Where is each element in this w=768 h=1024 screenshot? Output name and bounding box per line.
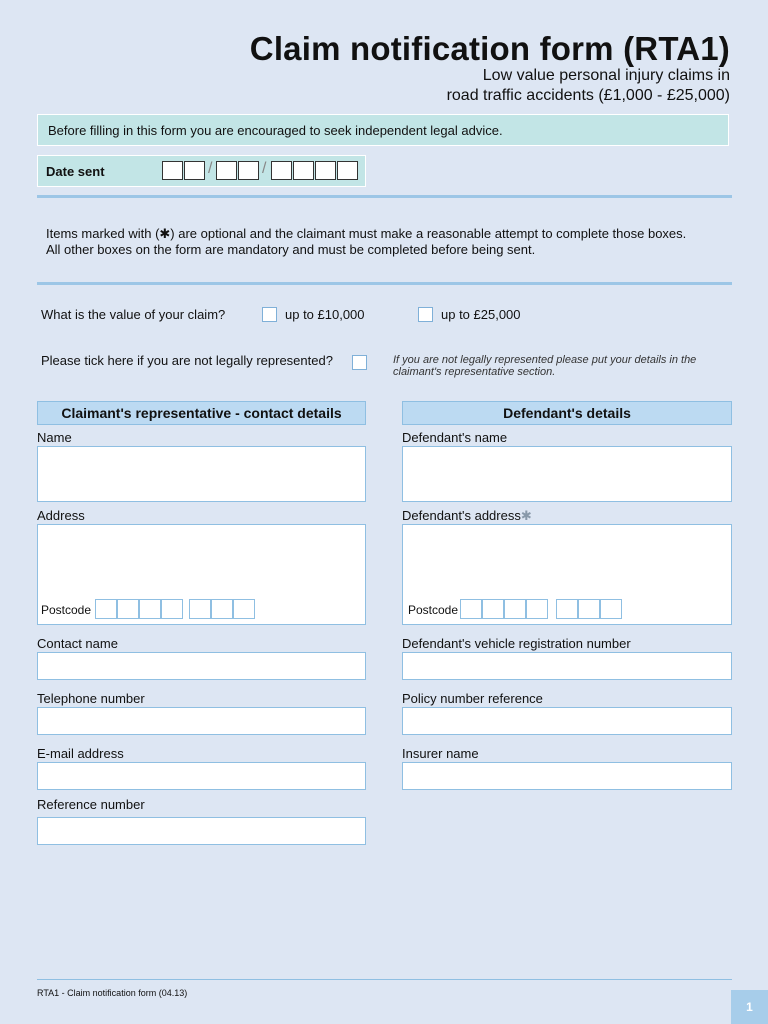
defendant-postcode-label: Postcode (408, 603, 459, 617)
vehicle-reg-label: Defendant's vehicle registration number (402, 636, 631, 651)
not-represented-question: Please tick here if you are not legally represented? (41, 353, 333, 368)
claimant-postcode-cell[interactable] (189, 599, 211, 619)
footer-divider (37, 979, 732, 980)
claimant-postcode-cell[interactable] (95, 599, 117, 619)
claimant-postcode-cell[interactable] (139, 599, 161, 619)
defendant-postcode-cell[interactable] (526, 599, 548, 619)
legal-advice-banner: Before filling in this form you are encouraged to seek independent legal advice. (37, 114, 729, 146)
date-separator: / (262, 160, 267, 177)
defendant-name-label: Defendant's name (402, 430, 508, 445)
reference-label: Reference number (37, 797, 145, 812)
date-year-digit-1[interactable] (271, 161, 292, 180)
defendant-address-field[interactable] (402, 524, 732, 625)
defendant-section-heading: Defendant's details (402, 401, 732, 425)
claim-10000-checkbox[interactable] (262, 307, 277, 322)
defendant-postcode-cell[interactable] (556, 599, 578, 619)
form-subtitle-line1: Low value personal injury claims in (482, 67, 730, 84)
defendant-address-label: Defendant's address (402, 508, 521, 523)
defendant-name-field[interactable] (402, 446, 732, 502)
telephone-label: Telephone number (37, 691, 145, 706)
insurer-label: Insurer name (402, 746, 479, 761)
divider (37, 282, 732, 285)
reference-field[interactable] (37, 817, 366, 845)
vehicle-reg-field[interactable] (402, 652, 732, 680)
claimant-name-label: Name (37, 430, 72, 445)
defendant-postcode-cell[interactable] (460, 599, 482, 619)
form-title: Claim notification form (RTA1) (249, 30, 730, 67)
defendant-postcode-cell[interactable] (504, 599, 526, 619)
telephone-field[interactable] (37, 707, 366, 735)
claimant-postcode-label: Postcode (41, 603, 92, 617)
claimant-postcode-cell[interactable] (161, 599, 183, 619)
claimant-postcode-cell[interactable] (117, 599, 139, 619)
date-month-digit-2[interactable] (238, 161, 259, 180)
divider (37, 195, 732, 198)
claim-25000-label: up to £25,000 (441, 307, 521, 322)
date-sent-box (37, 155, 366, 187)
optional-star-icon: ✱ (520, 508, 532, 523)
date-year-digit-2[interactable] (293, 161, 314, 180)
not-represented-checkbox[interactable] (352, 355, 367, 370)
contact-name-field[interactable] (37, 652, 366, 680)
page-number: 1 (731, 990, 768, 1024)
form-subtitle-line2: road traffic accidents (£1,000 - £25,000) (446, 87, 730, 104)
claimant-postcode-cell[interactable] (211, 599, 233, 619)
email-label: E-mail address (37, 746, 124, 761)
date-separator: / (208, 160, 213, 177)
footer-text: RTA1 - Claim notification form (04.13) (37, 988, 188, 998)
claim-value-question: What is the value of your claim? (41, 307, 226, 322)
claimant-section-heading: Claimant's representative - contact details (37, 401, 366, 425)
instructions-line2: All other boxes on the form are mandatory and must be completed before being sent. (46, 242, 536, 257)
defendant-postcode-cell[interactable] (600, 599, 622, 619)
email-field[interactable] (37, 762, 366, 790)
policy-label: Policy number reference (402, 691, 543, 706)
policy-field[interactable] (402, 707, 732, 735)
claim-10000-label: up to £10,000 (285, 307, 365, 322)
claimant-address-field[interactable] (37, 524, 366, 625)
defendant-postcode-cell[interactable] (482, 599, 504, 619)
not-represented-note: If you are not legally represented please put your details in the claimant's representative section. (393, 354, 697, 378)
defendant-address-label-row (402, 508, 532, 524)
contact-name-label: Contact name (37, 636, 118, 651)
claim-25000-checkbox[interactable] (418, 307, 433, 322)
instructions (46, 226, 686, 258)
defendant-postcode-cell[interactable] (578, 599, 600, 619)
claimant-postcode-cell[interactable] (233, 599, 255, 619)
claimant-name-field[interactable] (37, 446, 366, 502)
date-month-digit-1[interactable] (216, 161, 237, 180)
insurer-field[interactable] (402, 762, 732, 790)
date-day-digit-2[interactable] (184, 161, 205, 180)
instructions-line1: Items marked with (✱) are optional and the claimant must make a reasonable attempt to complete those boxes. (46, 226, 687, 241)
claimant-address-label: Address (37, 508, 85, 523)
date-year-digit-3[interactable] (315, 161, 336, 180)
date-sent-label: Date sent (46, 164, 105, 179)
date-day-digit-1[interactable] (162, 161, 183, 180)
date-year-digit-4[interactable] (337, 161, 358, 180)
